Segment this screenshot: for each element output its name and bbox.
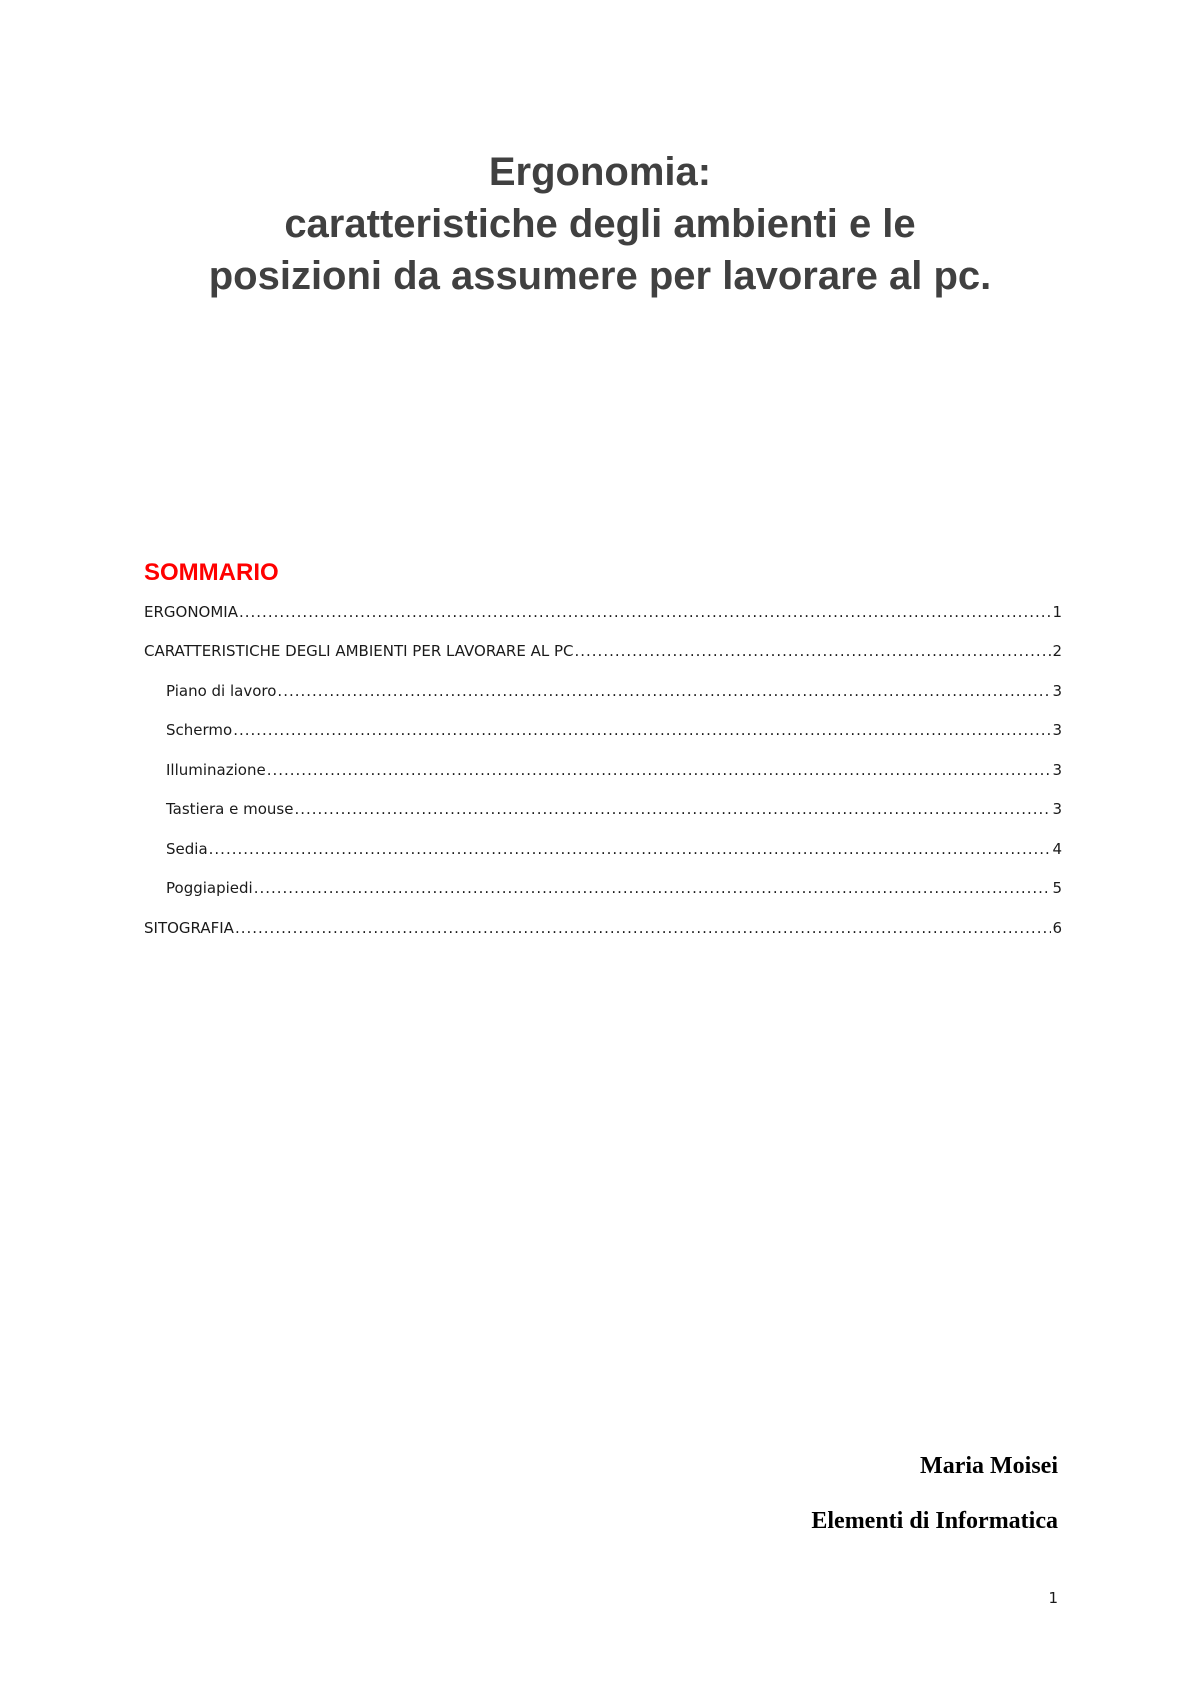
toc-dot-leader — [294, 798, 1051, 820]
author-name: Maria Moisei — [920, 1453, 1058, 1479]
toc-entry-label: Poggiapiedi — [166, 879, 253, 897]
document-title — [0, 146, 1200, 302]
toc-entry-label: SITOGRAFIA — [144, 919, 234, 937]
toc-entry-label: ERGONOMIA — [144, 603, 238, 621]
toc-dot-leader — [233, 719, 1051, 741]
toc-dot-leader — [267, 759, 1052, 781]
toc-entry-page: 5 — [1052, 879, 1062, 897]
toc-entry-piano-di-lavoro[interactable] — [166, 680, 1062, 702]
title-line-1: Ergonomia: — [488, 150, 712, 194]
toc-entry-label: Piano di lavoro — [166, 682, 277, 700]
toc-entry-label: CARATTERISTICHE DEGLI AMBIENTI PER LAVORARE AL PC — [144, 642, 574, 660]
toc-entry-page: 2 — [1052, 642, 1062, 660]
toc-dot-leader — [235, 917, 1052, 939]
toc-dot-leader — [254, 877, 1052, 899]
toc-heading: SOMMARIO — [144, 559, 279, 586]
toc-entry-page: 3 — [1052, 761, 1062, 779]
toc-entry-page: 6 — [1052, 919, 1062, 937]
toc-dot-leader — [277, 680, 1051, 702]
toc-entry-page: 3 — [1052, 721, 1062, 739]
toc-entry-tastiera-e-mouse[interactable] — [166, 798, 1062, 820]
toc-entry-sitografia[interactable] — [144, 917, 1062, 939]
toc-entry-label: Tastiera e mouse — [166, 800, 294, 818]
toc-entry-page: 4 — [1052, 840, 1062, 858]
title-line-3: posizioni da assumere per lavorare al pc. — [208, 254, 992, 298]
toc-dot-leader — [209, 838, 1052, 860]
toc-entry-page: 3 — [1052, 682, 1062, 700]
toc-entry-ergonomia[interactable] — [144, 601, 1062, 623]
toc-entry-caratteristiche[interactable] — [144, 640, 1062, 662]
toc-entry-schermo[interactable] — [166, 719, 1062, 741]
toc-entry-label: Schermo — [166, 721, 233, 739]
toc-entry-sedia[interactable] — [166, 838, 1062, 860]
toc-entry-page: 1 — [1052, 603, 1062, 621]
toc-entry-label: Sedia — [166, 840, 208, 858]
toc-entry-label: Illuminazione — [166, 761, 266, 779]
toc-entry-poggiapiedi[interactable] — [166, 877, 1062, 899]
toc-entry-page: 3 — [1052, 800, 1062, 818]
title-line-2: caratteristiche degli ambienti e le — [284, 202, 916, 246]
course-name: Elementi di Informatica — [811, 1508, 1058, 1534]
toc-dot-leader — [239, 601, 1051, 623]
toc-entry-illuminazione[interactable] — [166, 759, 1062, 781]
toc-dot-leader — [574, 640, 1051, 662]
page-number: 1 — [1048, 1589, 1058, 1607]
